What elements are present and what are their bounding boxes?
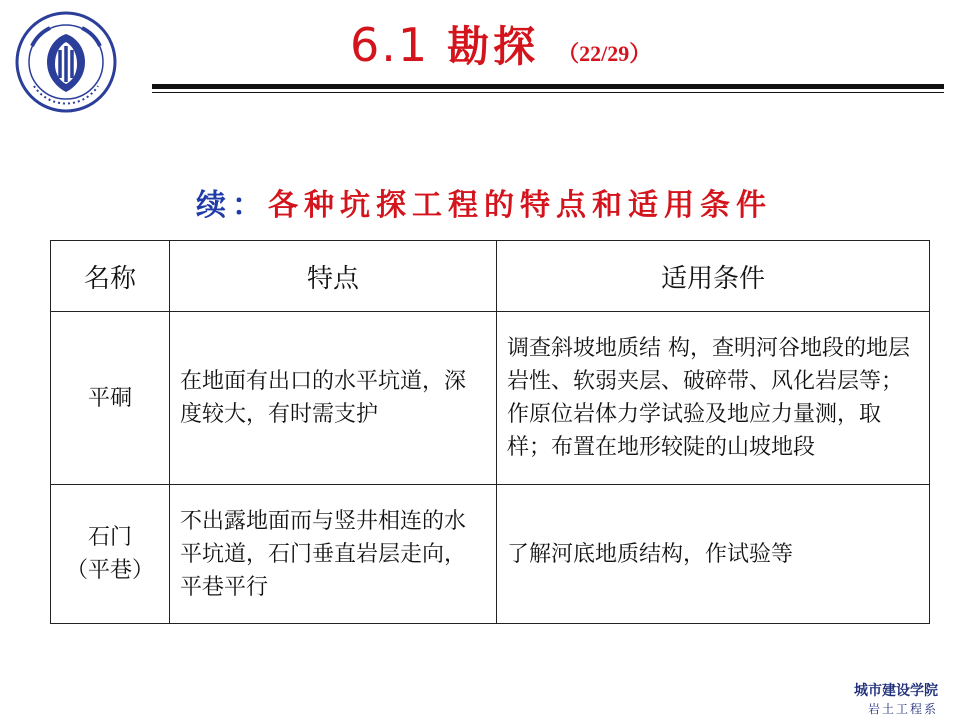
exploration-table (50, 240, 930, 624)
slide-title (350, 14, 651, 74)
row-conditions-cell: 调查斜坡地质结 构，查明河谷地段的地层岩性、软弱夹层、破碎带、风化岩层等；作原位岩体力学试验及地应力量测，取样；布置在地形较陡的山坡地段 (497, 312, 930, 485)
row-name-line: 石门 (87, 525, 132, 550)
continuation-label: 续： (196, 188, 268, 223)
footer-branding (854, 680, 938, 717)
header-name: 名称 (51, 241, 170, 312)
caption-text: 各种坑探工程的特点和适用条件 (268, 188, 772, 223)
section-number: 6.1 (350, 18, 430, 72)
table-row (51, 485, 930, 624)
header-features: 特点 (170, 241, 497, 312)
title-divider (152, 84, 944, 89)
department-name: 岩土工程系 (867, 702, 938, 716)
section-title: 勘探 (447, 22, 540, 71)
row-features-cell: 不出露地面而与竖井相连的水平坑道，石门垂直岩层走向，平巷平行 (170, 485, 497, 624)
row-conditions-cell: 了解河底地质结构，作试验等 (497, 485, 930, 624)
table-row (51, 312, 930, 485)
table-caption (196, 180, 772, 224)
header-conditions: 适用条件 (497, 241, 930, 312)
university-seal-icon (14, 10, 118, 114)
college-name: 城市建设学院 (854, 683, 938, 699)
title-divider-thin (152, 92, 944, 93)
table-header-row (51, 241, 930, 312)
row-features-cell: 在地面有出口的水平坑道，深度较大，有时需支护 (170, 312, 497, 485)
row-name-line: （平巷） (65, 558, 154, 583)
row-name-cell: 平硐 (51, 312, 170, 485)
page-indicator: （22/29） (557, 41, 652, 66)
row-name-cell (51, 485, 170, 624)
